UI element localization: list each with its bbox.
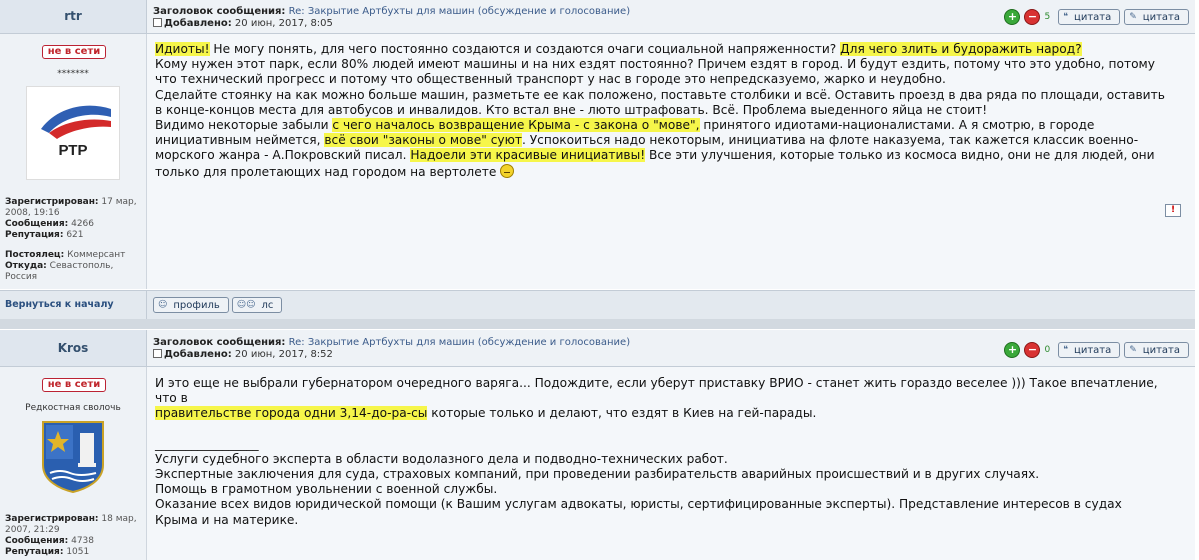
message-text: Видимо некоторые забыли [155, 118, 333, 133]
highlight-text: правительстве города одни 3,14-до-ра-сы [155, 406, 428, 421]
reg-label: Зарегистрирован: [5, 514, 99, 524]
post1-author-name[interactable]: rtr [64, 9, 82, 23]
message-text: Все эти улучшения, которые только из космоса видно, они не для людей, они только для пролетающих над городом на вертолете [155, 148, 1155, 179]
quote-button-label: цитата [1074, 11, 1112, 23]
edit-icon: ✎ [1129, 12, 1137, 22]
messages-label: Сообщения: [5, 536, 69, 546]
post1-date: 20 июн, 2017, 8:05 [234, 18, 333, 29]
profile-button[interactable] [153, 297, 229, 313]
location-value: Севастополь, Россия [5, 261, 114, 282]
status-badge: не в сети [42, 45, 106, 59]
signature-line: Услуги судебного эксперта в области водолазного дела и подводно-технических работ. [155, 451, 728, 466]
post1-header [147, 0, 1195, 34]
post1-message [155, 42, 1165, 180]
vote-up-icon[interactable]: + [1004, 9, 1020, 25]
message-paragraph: И это еще не выбрали губернатором очередного варяга... Подождите, если уберут приставку ВРИО - станет жить гораздо веселее ))) Такое впечатление, что в [155, 376, 1158, 406]
highlight-text: Для чего злить и будоражить народ? [840, 42, 1082, 56]
post2-user-info [5, 514, 143, 558]
post1-subject-label: Заголовок сообщения: [153, 6, 286, 17]
quote-icon: ❝ [1063, 345, 1069, 355]
highlight-text: Идиоты! [155, 42, 210, 56]
message-text: . Успокоиться надо некоторым, инициатива на флоте наказуема, так кажется классик военно-морского жанра - А.Покровский писал. [155, 133, 1139, 163]
pm-icon: ☺☺ [236, 300, 256, 310]
post1-footer-left [0, 290, 147, 319]
quote-button[interactable] [1058, 342, 1120, 358]
post1-footer-buttons [153, 297, 282, 313]
vote-down-icon[interactable]: − [1024, 9, 1040, 25]
avatar-logo-text: РТР [58, 142, 88, 159]
reputation-label: Репутация: [5, 230, 64, 240]
sad-smiley-icon [500, 164, 514, 178]
signature-line: Оказание всех видов юридической помощи (к Вашим услугам адвокаты, юристы, сертифицированные эксперты). Представление интересов в судах Крыма и на материке. [155, 497, 1122, 527]
post1-author-name-cell [0, 0, 147, 34]
avatar [40, 419, 106, 493]
post2-header [147, 330, 1195, 367]
back-to-top-link[interactable]: Вернуться к началу [5, 299, 114, 310]
highlight-text: Надоели эти красивые инициативы! [410, 148, 646, 163]
regular-value: Коммерсант [67, 250, 126, 260]
status-badge: не в сети [42, 378, 106, 392]
post2-message [155, 376, 1165, 528]
post2-date-label: Добавлено: [164, 349, 232, 360]
edit-quote-button-label: цитата [1142, 11, 1180, 23]
pm-button[interactable] [232, 297, 283, 313]
post2-author-name-cell [0, 330, 147, 367]
reg-label: Зарегистрирован: [5, 197, 99, 207]
post1-meta [153, 6, 630, 30]
messages-label: Сообщения: [5, 219, 69, 229]
post-link-icon[interactable] [153, 349, 162, 358]
post1-user-info [5, 197, 143, 283]
report-post-icon[interactable]: ! [1165, 204, 1181, 217]
user-rank: ******* [57, 69, 89, 79]
vote-count: 5 [1044, 12, 1051, 22]
post1-date-label: Добавлено: [164, 18, 232, 29]
message-text: Не могу понять, для чего постоянно создаются и создаются очаги социальной напряженности? [209, 42, 841, 56]
rtr-logo-icon [27, 87, 119, 179]
post1-actions [1004, 9, 1189, 25]
edit-icon: ✎ [1129, 345, 1137, 355]
post1-subject[interactable]: Re: Закрытие Артбухты для машин (обсуждение и голосование) [288, 6, 631, 17]
avatar [26, 86, 120, 180]
sevastopol-coat-of-arms-icon [40, 419, 106, 493]
user-rank: Редкостная сволочь [25, 403, 121, 413]
location-label: Откуда: [5, 261, 47, 271]
message-text: принятого идиотами-националистами. А я смотрю, в городе инициативным неймется, [155, 118, 1095, 148]
post2-author-name[interactable]: Kros [57, 341, 89, 355]
vote-up-icon[interactable]: + [1004, 342, 1020, 358]
regular-label: Постоялец: [5, 250, 65, 260]
reg-value: 17 мар, 2008, 19:16 [5, 197, 137, 218]
edit-quote-button[interactable] [1124, 342, 1189, 358]
highlight-text: всё свои "законы о мове" суют [324, 133, 522, 148]
message-paragraph: Сделайте стоянку на как можно больше машин, разметьте ее как положено, поставьте столбики и всё. Оставить проезд в два ряда по площади, оставить в конце-концов места для автобусов и инвалидов. Кто встал вне - люто штрафовать. Всё. Проблема выеденного яйца не стоит! [155, 87, 1165, 117]
post2-subject-label: Заголовок сообщения: [153, 337, 286, 348]
pm-button-label: лс [261, 299, 274, 311]
post2-meta [153, 337, 630, 361]
post-separator [0, 319, 1195, 329]
messages-value: 4266 [71, 219, 94, 229]
post2-date: 20 июн, 2017, 8:52 [234, 349, 333, 360]
quote-button[interactable] [1058, 9, 1120, 25]
reputation-label: Репутация: [5, 547, 64, 557]
profile-icon: ☺ [158, 300, 168, 310]
reputation-value: 1051 [66, 547, 90, 557]
highlight-text: с чего началось возвращение Крыма - с закона о "мове", [332, 118, 700, 133]
edit-quote-button[interactable] [1124, 9, 1189, 25]
vote-count: 0 [1044, 345, 1051, 355]
post1-footer [147, 290, 1195, 319]
messages-value: 4738 [71, 536, 94, 546]
message-paragraph: Кому нужен этот парк, если 80% людей имеют машины и на них ездят постоянно? Причем ездят в город. И будут ездить, потому что это удобно, потому что технический прогресс и потому что общественный транспорт у нас в городе это непредсказуемо, жарко и неудобно. [155, 57, 1155, 87]
message-text: которые только и делают, что ездят в Киев на гей-парады. [427, 406, 817, 421]
profile-button-label: профиль [173, 299, 220, 311]
signature-line: Помощь в грамотном увольнении с военной службы. [155, 482, 498, 497]
post2-subject[interactable]: Re: Закрытие Артбухты для машин (обсуждение и голосование) [288, 337, 631, 348]
reg-value: 18 мар, 2007, 21:29 [5, 514, 137, 535]
reputation-value: 621 [66, 230, 84, 240]
edit-quote-button-label: цитата [1142, 344, 1180, 356]
vote-down-icon[interactable]: − [1024, 342, 1040, 358]
post2-actions [1004, 342, 1189, 358]
post-link-icon[interactable] [153, 18, 162, 27]
quote-icon: ❝ [1063, 12, 1069, 22]
quote-button-label: цитата [1074, 344, 1112, 356]
signature-line: Экспертные заключения для суда, страховых компаний, при проведении разбирательств аварийных происшествий и в других случаях. [155, 467, 1040, 482]
signature-separator: _________________ [155, 436, 259, 451]
